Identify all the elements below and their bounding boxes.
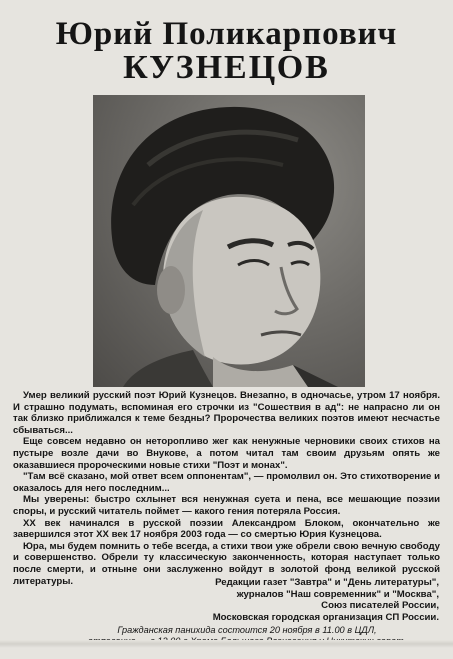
paper-crease	[0, 640, 453, 648]
paragraph: Мы уверены: быстро схлынет вся ненужная суета и пена, все мешающие поэзии споры, и русский читатель поймет — какого гения потеряла Россия.	[13, 494, 440, 517]
signatories	[109, 577, 439, 623]
paragraph: Юра, мы будем помнить о тебе всегда, а стихи твои уже обрели свою вечную свободу и совершенство. Обрели ту классическую законченность, которая наступает только после смерти, и отныне они заслуженно войдут в золотой фонд великой русской литературы.	[13, 540, 440, 587]
paragraph: "Там всё сказано, мой ответ всем оппонентам", — промолвил он. Это стихотворение и оказалось для него последним...	[13, 471, 440, 494]
signature-line: Московская городская организация СП России.	[212, 611, 439, 623]
name-heading: Юрий Поликарпович	[55, 16, 398, 52]
paragraph: Умер великий русский поэт Юрий Кузнецов. Внезапно, в одночасье, утром 17 ноября. И страшно подумать, вспоминая его строчки из "Сошествия в ад": не напрасно ли он так близко приближался к теме бездны? Пророчества великих поэтов имеют несчастье сбываться...	[13, 390, 440, 436]
paragraph: Еще совсем недавно он неторопливо жег как ненужные черновики своих стихов на пустыре возле дачи во Внукове, а потом читал там своим друзьям опять же оказавшиеся пророческими новые стихи "Поэт и монах".	[13, 436, 440, 471]
obituary-text	[13, 390, 440, 587]
paragraph: XX век начинался в русской поэзии Александром Блоком, окончательно же завершился этот XX век 17 ноября 2003 года — со смертью Юрия Кузнецова.	[13, 517, 440, 541]
portrait-photo	[93, 95, 365, 387]
signature-line: Редакции газет "Завтра" и "День литературы",	[215, 577, 439, 588]
funeral-notice-line: Гражданская панихида состоится 20 ноября в 11.00 в ЦДЛ,	[117, 625, 377, 635]
portrait-drawing	[93, 95, 365, 387]
signature-line: Союз писателей России,	[321, 600, 439, 612]
surname-heading: КУЗНЕЦОВ	[123, 49, 330, 86]
signature-line: журналов "Наш современник" и "Москва",	[236, 588, 439, 600]
